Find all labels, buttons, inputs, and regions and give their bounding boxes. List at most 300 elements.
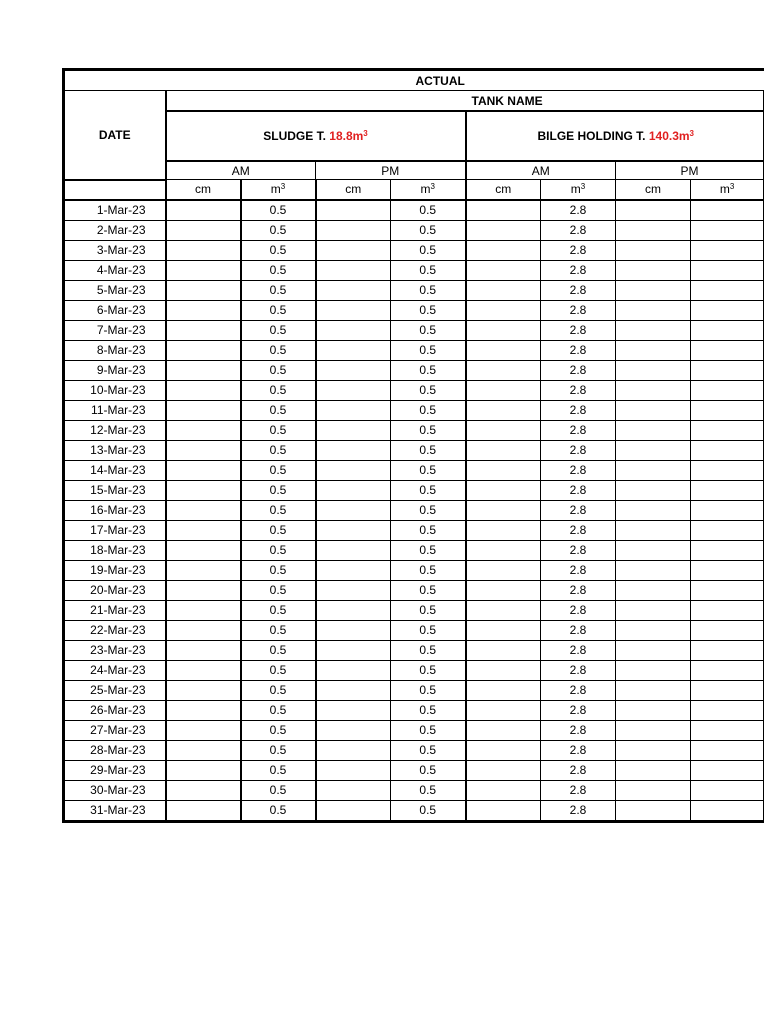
sludge-am-cm-cell[interactable] — [166, 340, 241, 360]
sludge-am-cm-cell[interactable] — [166, 280, 241, 300]
date-cell: 11-Mar-23 — [64, 400, 166, 420]
sludge-am-m3-cell: 0.5 — [241, 480, 316, 500]
sludge-am-m3-cell: 0.5 — [241, 420, 316, 440]
bilge-am-m3-cell: 2.8 — [541, 400, 616, 420]
table-row — [64, 640, 764, 660]
bilge-pm-cm-cell[interactable] — [616, 780, 691, 800]
bilge-am-cm-cell[interactable] — [466, 340, 541, 360]
bilge-pm-m3-cell[interactable] — [691, 720, 764, 740]
date-cell: 28-Mar-23 — [64, 740, 166, 760]
bilge-am-cm-cell[interactable] — [466, 400, 541, 420]
sludge-am-m3-cell: 0.5 — [241, 680, 316, 700]
sludge-pm-cm-cell[interactable] — [316, 480, 391, 500]
table-row — [64, 260, 764, 280]
sludge-pm-m3-cell: 0.5 — [391, 780, 466, 800]
table-row — [64, 440, 764, 460]
bilge-pm-m3-cell[interactable] — [691, 340, 764, 360]
bilge-pm-m3-cell[interactable] — [691, 580, 764, 600]
unit-m3: $m^3$ — [541, 180, 616, 200]
table-row — [64, 360, 764, 380]
sludge-am-m3-cell: 0.5 — [241, 520, 316, 540]
bilge-pm-cm-cell[interactable] — [616, 240, 691, 260]
bilge-pm-cm-cell[interactable] — [616, 600, 691, 620]
sludge-pm-cm-cell[interactable] — [316, 800, 391, 821]
bilge-pm-m3-cell[interactable] — [691, 300, 764, 320]
sludge-pm-m3-cell: 0.5 — [391, 340, 466, 360]
table-row — [64, 320, 764, 340]
sludge-am-m3-cell: 0.5 — [241, 720, 316, 740]
unit-m3: $m^3$ — [241, 180, 316, 200]
table-row — [64, 240, 764, 260]
sludge-pm-cm-cell[interactable] — [316, 580, 391, 600]
table-row — [64, 380, 764, 400]
actual-title: ACTUAL — [166, 70, 764, 91]
bilge-pm-m3-cell[interactable] — [691, 420, 764, 440]
table-row — [64, 780, 764, 800]
sludge-am-cm-cell[interactable] — [166, 480, 241, 500]
bilge-am-m3-cell: 2.8 — [541, 700, 616, 720]
table-row — [64, 540, 764, 560]
sludge-am-cm-cell[interactable] — [166, 720, 241, 740]
date-cell: 4-Mar-23 — [64, 260, 166, 280]
bilge-am-m3-cell: 2.8 — [541, 460, 616, 480]
bilge-pm-cm-cell[interactable] — [616, 680, 691, 700]
table-row — [64, 620, 764, 640]
sludge-am-m3-cell: 0.5 — [241, 220, 316, 240]
sludge-pm-cm-cell[interactable] — [316, 620, 391, 640]
sludge-am-m3-cell: 0.5 — [241, 320, 316, 340]
bilge-am-cm-cell[interactable] — [466, 620, 541, 640]
sludge-am-cm-cell[interactable] — [166, 600, 241, 620]
bilge-am-m3-cell: 2.8 — [541, 420, 616, 440]
sludge-am-cm-cell[interactable] — [166, 800, 241, 821]
bilge-am-m3-cell: 2.8 — [541, 680, 616, 700]
date-cell: 19-Mar-23 — [64, 560, 166, 580]
sludge-pm-m3-cell: 0.5 — [391, 320, 466, 340]
bilge-am-m3-cell: 2.8 — [541, 360, 616, 380]
bilge-pm-m3-cell[interactable] — [691, 540, 764, 560]
sludge-tank-header — [166, 111, 466, 161]
bilge-am-cm-cell[interactable] — [466, 740, 541, 760]
sludge-am-m3-cell: 0.5 — [241, 400, 316, 420]
sludge-am-cm-cell[interactable] — [166, 220, 241, 240]
sludge-pm-m3-cell: 0.5 — [391, 720, 466, 740]
unit-cm: cm — [616, 180, 691, 200]
bilge-am-cm-cell[interactable] — [466, 660, 541, 680]
date-cell: 5-Mar-23 — [64, 280, 166, 300]
bilge-am-cm-cell[interactable] — [466, 800, 541, 821]
table-row — [64, 400, 764, 420]
table-row — [64, 420, 764, 440]
bilge-am-cm-cell[interactable] — [466, 560, 541, 580]
sludge-am-cm-cell[interactable] — [166, 520, 241, 540]
date-cell: 25-Mar-23 — [64, 680, 166, 700]
sludge-am-cm-cell[interactable] — [166, 640, 241, 660]
sludge-pm-m3-cell: 0.5 — [391, 260, 466, 280]
bilge-pm-cm-cell[interactable] — [616, 220, 691, 240]
bilge-am-cm-cell[interactable] — [466, 640, 541, 660]
bilge-pm-cm-cell[interactable] — [616, 520, 691, 540]
sludge-pm-m3-cell: 0.5 — [391, 800, 466, 821]
date-cell: 31-Mar-23 — [64, 800, 166, 821]
sludge-pm-cm-cell[interactable] — [316, 760, 391, 780]
bilge-pm-cm-cell[interactable] — [616, 800, 691, 821]
sludge-pm-m3-cell: 0.5 — [391, 280, 466, 300]
bilge-am-cm-cell[interactable] — [466, 220, 541, 240]
bilge-am-m3-cell: 2.8 — [541, 560, 616, 580]
sludge-pm-cm-cell[interactable] — [316, 700, 391, 720]
sludge-am-cm-cell[interactable] — [166, 620, 241, 640]
bilge-pm-m3-cell[interactable] — [691, 800, 764, 821]
bilge-am-cm-cell[interactable] — [466, 520, 541, 540]
sludge-pm-m3-cell: 0.5 — [391, 480, 466, 500]
title-spacer — [64, 70, 166, 91]
bilge-pm-m3-cell[interactable] — [691, 220, 764, 240]
bilge-am-cm-cell[interactable] — [466, 680, 541, 700]
bilge-am-cm-cell[interactable] — [466, 500, 541, 520]
sludge-pm-cm-cell[interactable] — [316, 600, 391, 620]
unit-m3: $m^3$ — [691, 180, 764, 200]
table-row — [64, 460, 764, 480]
bilge-am-cm-cell[interactable] — [466, 380, 541, 400]
sludge-pm-cm-cell[interactable] — [316, 400, 391, 420]
date-cell: 29-Mar-23 — [64, 760, 166, 780]
sludge-am-cm-cell[interactable] — [166, 300, 241, 320]
bilge-am-cm-cell[interactable] — [466, 360, 541, 380]
table-row — [64, 800, 764, 821]
bilge-pm-cm-cell[interactable] — [616, 460, 691, 480]
table-row — [64, 760, 764, 780]
sludge-am-m3-cell: 0.5 — [241, 340, 316, 360]
sludge-pm-m3-cell: 0.5 — [391, 520, 466, 540]
bilge-am-m3-cell: 2.8 — [541, 200, 616, 221]
bilge-am-m3-cell: 2.8 — [541, 740, 616, 760]
sludge-am-m3-cell: 0.5 — [241, 700, 316, 720]
bilge-am-m3-cell: 2.8 — [541, 240, 616, 260]
bilge-am-cm-cell[interactable] — [466, 260, 541, 280]
sludge-pm-cm-cell[interactable] — [316, 240, 391, 260]
bilge-am-m3-cell: 2.8 — [541, 780, 616, 800]
sludge-am-m3-cell: 0.5 — [241, 580, 316, 600]
sludge-am-cm-cell[interactable] — [166, 200, 241, 221]
sludge-am-cm-cell[interactable] — [166, 500, 241, 520]
bilge-pm-m3-cell[interactable] — [691, 740, 764, 760]
bilge-am-m3-cell: 2.8 — [541, 640, 616, 660]
sludge-pm-m3-cell: 0.5 — [391, 740, 466, 760]
sludge-pm-m3-cell: 0.5 — [391, 460, 466, 480]
sludge-pm-m3-cell: 0.5 — [391, 660, 466, 680]
sludge-pm-m3-cell: 0.5 — [391, 540, 466, 560]
sludge-pm-m3-cell: 0.5 — [391, 420, 466, 440]
date-cell: 30-Mar-23 — [64, 780, 166, 800]
unit-cm: cm — [316, 180, 391, 200]
date-cell: 22-Mar-23 — [64, 620, 166, 640]
bilge-am-cm-cell[interactable] — [466, 760, 541, 780]
bilge-tank-name: BILGE HOLDING T. — [537, 129, 646, 143]
bilge-pm-m3-cell[interactable] — [691, 500, 764, 520]
sludge-am-cm-cell[interactable] — [166, 260, 241, 280]
bilge-pm-cm-cell[interactable] — [616, 620, 691, 640]
table-row — [64, 480, 764, 500]
sludge-am-m3-cell: 0.5 — [241, 360, 316, 380]
sludge-am-cm-cell[interactable] — [166, 380, 241, 400]
bilge-am-cm-cell[interactable] — [466, 720, 541, 740]
sludge-pm-m3-cell: 0.5 — [391, 300, 466, 320]
table-row — [64, 520, 764, 540]
bilge-am-cm-cell[interactable] — [466, 780, 541, 800]
bilge-am-m3-cell: 2.8 — [541, 320, 616, 340]
bilge-am-m3-cell: 2.8 — [541, 660, 616, 680]
bilge-pm-m3-cell[interactable] — [691, 280, 764, 300]
date-cell: 18-Mar-23 — [64, 540, 166, 560]
sludge-am-m3-cell: 0.5 — [241, 240, 316, 260]
bilge-pm-m3-cell[interactable] — [691, 200, 764, 221]
sludge-am-cm-cell[interactable] — [166, 360, 241, 380]
bilge-pm-cm-cell[interactable] — [616, 320, 691, 340]
sludge-pm-m3-cell: 0.5 — [391, 640, 466, 660]
sludge-pm-m3-cell: 0.5 — [391, 360, 466, 380]
date-cell: 24-Mar-23 — [64, 660, 166, 680]
bilge-am-m3-cell: 2.8 — [541, 620, 616, 640]
sludge-am-m3-cell: 0.5 — [241, 300, 316, 320]
bilge-pm-m3-cell[interactable] — [691, 640, 764, 660]
sludge-am-cm-cell[interactable] — [166, 240, 241, 260]
bilge-pm-cm-cell[interactable] — [616, 360, 691, 380]
bilge-pm-cm-cell[interactable] — [616, 300, 691, 320]
bilge-pm-m3-cell[interactable] — [691, 560, 764, 580]
bilge-pm-m3-cell[interactable] — [691, 660, 764, 680]
sludge-pm-m3-cell: 0.5 — [391, 560, 466, 580]
sludge-am-cm-cell[interactable] — [166, 560, 241, 580]
bilge-am-header: AM — [466, 161, 616, 180]
sludge-pm-cm-cell[interactable] — [316, 680, 391, 700]
bilge-am-cm-cell[interactable] — [466, 460, 541, 480]
bilge-am-cm-cell[interactable] — [466, 300, 541, 320]
sludge-am-cm-cell[interactable] — [166, 780, 241, 800]
sludge-pm-m3-cell: 0.5 — [391, 600, 466, 620]
bilge-pm-cm-cell[interactable] — [616, 200, 691, 221]
bilge-pm-cm-cell[interactable] — [616, 720, 691, 740]
sludge-pm-cm-cell[interactable] — [316, 300, 391, 320]
bilge-am-cm-cell[interactable] — [466, 600, 541, 620]
sludge-am-cm-cell[interactable] — [166, 540, 241, 560]
date-cell: 27-Mar-23 — [64, 720, 166, 740]
bilge-pm-cm-cell[interactable] — [616, 480, 691, 500]
sludge-am-cm-cell[interactable] — [166, 700, 241, 720]
bilge-pm-m3-cell[interactable] — [691, 360, 764, 380]
bilge-am-m3-cell: 2.8 — [541, 760, 616, 780]
table-row — [64, 340, 764, 360]
date-cell: 13-Mar-23 — [64, 440, 166, 460]
sludge-pm-m3-cell: 0.5 — [391, 240, 466, 260]
sludge-pm-m3-cell: 0.5 — [391, 400, 466, 420]
bilge-pm-m3-cell[interactable] — [691, 620, 764, 640]
date-cell: 9-Mar-23 — [64, 360, 166, 380]
sludge-pm-m3-cell: 0.5 — [391, 580, 466, 600]
date-unit-cell — [64, 180, 166, 200]
sludge-pm-cm-cell[interactable] — [316, 540, 391, 560]
bilge-am-cm-cell[interactable] — [466, 200, 541, 221]
bilge-pm-cm-cell[interactable] — [616, 760, 691, 780]
sludge-pm-cm-cell[interactable] — [316, 740, 391, 760]
sludge-pm-cm-cell[interactable] — [316, 200, 391, 221]
date-cell: 15-Mar-23 — [64, 480, 166, 500]
date-cell: 3-Mar-23 — [64, 240, 166, 260]
bilge-am-m3-cell: 2.8 — [541, 480, 616, 500]
sludge-pm-cm-cell[interactable] — [316, 460, 391, 480]
unit-cm: cm — [466, 180, 541, 200]
sludge-am-m3-cell: 0.5 — [241, 600, 316, 620]
bilge-pm-header: PM — [616, 161, 764, 180]
bilge-pm-cm-cell[interactable] — [616, 420, 691, 440]
sludge-am-m3-cell: 0.5 — [241, 200, 316, 221]
bilge-pm-cm-cell[interactable] — [616, 400, 691, 420]
sludge-pm-cm-cell[interactable] — [316, 560, 391, 580]
bilge-am-cm-cell[interactable] — [466, 440, 541, 460]
sludge-pm-cm-cell[interactable] — [316, 420, 391, 440]
bilge-pm-m3-cell[interactable] — [691, 780, 764, 800]
date-cell: 10-Mar-23 — [64, 380, 166, 400]
sludge-am-cm-cell[interactable] — [166, 320, 241, 340]
bilge-pm-cm-cell[interactable] — [616, 340, 691, 360]
sludge-am-m3-cell: 0.5 — [241, 660, 316, 680]
sludge-pm-cm-cell[interactable] — [316, 320, 391, 340]
bilge-am-m3-cell: 2.8 — [541, 380, 616, 400]
sludge-pm-cm-cell[interactable] — [316, 520, 391, 540]
date-cell: 26-Mar-23 — [64, 700, 166, 720]
bilge-pm-cm-cell[interactable] — [616, 540, 691, 560]
table-row — [64, 660, 764, 680]
sludge-pm-cm-cell[interactable] — [316, 720, 391, 740]
table-row — [64, 600, 764, 620]
sludge-pm-header: PM — [316, 161, 466, 180]
tank-table — [62, 68, 764, 823]
bilge-pm-m3-cell[interactable] — [691, 600, 764, 620]
bilge-pm-m3-cell[interactable] — [691, 380, 764, 400]
table-row — [64, 220, 764, 240]
sludge-pm-cm-cell[interactable] — [316, 260, 391, 280]
sludge-am-cm-cell[interactable] — [166, 740, 241, 760]
bilge-pm-m3-cell[interactable] — [691, 400, 764, 420]
bilge-pm-cm-cell[interactable] — [616, 500, 691, 520]
bilge-am-m3-cell: 2.8 — [541, 800, 616, 821]
sludge-tank-capacity: $18.8m^3$ — [329, 129, 368, 143]
sludge-am-m3-cell: 0.5 — [241, 800, 316, 821]
sludge-pm-cm-cell[interactable] — [316, 780, 391, 800]
bilge-am-m3-cell: 2.8 — [541, 340, 616, 360]
bilge-am-cm-cell[interactable] — [466, 320, 541, 340]
bilge-pm-cm-cell[interactable] — [616, 380, 691, 400]
bilge-am-cm-cell[interactable] — [466, 580, 541, 600]
sludge-am-m3-cell: 0.5 — [241, 260, 316, 280]
sludge-am-cm-cell[interactable] — [166, 420, 241, 440]
bilge-pm-m3-cell[interactable] — [691, 520, 764, 540]
bilge-pm-m3-cell[interactable] — [691, 760, 764, 780]
table-row — [64, 200, 764, 221]
table-row — [64, 740, 764, 760]
sludge-am-cm-cell[interactable] — [166, 440, 241, 460]
bilge-pm-cm-cell[interactable] — [616, 740, 691, 760]
sludge-pm-cm-cell[interactable] — [316, 440, 391, 460]
sludge-pm-cm-cell[interactable] — [316, 500, 391, 520]
sludge-am-cm-cell[interactable] — [166, 660, 241, 680]
table-row — [64, 700, 764, 720]
table-row — [64, 280, 764, 300]
bilge-am-m3-cell: 2.8 — [541, 220, 616, 240]
date-cell: 12-Mar-23 — [64, 420, 166, 440]
sludge-am-m3-cell: 0.5 — [241, 440, 316, 460]
bilge-pm-m3-cell[interactable] — [691, 480, 764, 500]
bilge-am-m3-cell: 2.8 — [541, 600, 616, 620]
bilge-pm-m3-cell[interactable] — [691, 260, 764, 280]
tank-name-header: TANK NAME — [166, 91, 764, 112]
bilge-pm-m3-cell[interactable] — [691, 320, 764, 340]
sludge-am-m3-cell: 0.5 — [241, 280, 316, 300]
table-row — [64, 680, 764, 700]
sludge-tank-name: SLUDGE T. — [263, 129, 326, 143]
bilge-pm-m3-cell[interactable] — [691, 460, 764, 480]
sludge-am-cm-cell[interactable] — [166, 460, 241, 480]
bilge-pm-cm-cell[interactable] — [616, 440, 691, 460]
bilge-pm-m3-cell[interactable] — [691, 700, 764, 720]
sludge-pm-m3-cell: 0.5 — [391, 380, 466, 400]
date-cell: 7-Mar-23 — [64, 320, 166, 340]
bilge-pm-cm-cell[interactable] — [616, 640, 691, 660]
date-cell: 21-Mar-23 — [64, 600, 166, 620]
sludge-pm-m3-cell: 0.5 — [391, 440, 466, 460]
sludge-pm-cm-cell[interactable] — [316, 660, 391, 680]
bilge-pm-cm-cell[interactable] — [616, 560, 691, 580]
bilge-pm-cm-cell[interactable] — [616, 700, 691, 720]
sludge-pm-cm-cell[interactable] — [316, 360, 391, 380]
bilge-pm-cm-cell[interactable] — [616, 660, 691, 680]
bilge-am-cm-cell[interactable] — [466, 280, 541, 300]
sludge-am-cm-cell[interactable] — [166, 580, 241, 600]
sludge-am-m3-cell: 0.5 — [241, 760, 316, 780]
sludge-am-cm-cell[interactable] — [166, 760, 241, 780]
sludge-am-m3-cell: 0.5 — [241, 500, 316, 520]
sludge-pm-m3-cell: 0.5 — [391, 220, 466, 240]
sludge-pm-cm-cell[interactable] — [316, 280, 391, 300]
sludge-am-cm-cell[interactable] — [166, 680, 241, 700]
sludge-pm-cm-cell[interactable] — [316, 220, 391, 240]
bilge-am-m3-cell: 2.8 — [541, 300, 616, 320]
bilge-am-cm-cell[interactable] — [466, 700, 541, 720]
bilge-am-cm-cell[interactable] — [466, 240, 541, 260]
sludge-pm-cm-cell[interactable] — [316, 340, 391, 360]
bilge-tank-header — [466, 111, 764, 161]
unit-cm: cm — [166, 180, 241, 200]
bilge-pm-m3-cell[interactable] — [691, 240, 764, 260]
bilge-am-cm-cell[interactable] — [466, 420, 541, 440]
sludge-am-cm-cell[interactable] — [166, 400, 241, 420]
bilge-pm-cm-cell[interactable] — [616, 260, 691, 280]
bilge-am-cm-cell[interactable] — [466, 480, 541, 500]
sludge-pm-m3-cell: 0.5 — [391, 200, 466, 221]
bilge-pm-m3-cell[interactable] — [691, 680, 764, 700]
sludge-am-m3-cell: 0.5 — [241, 460, 316, 480]
sludge-pm-cm-cell[interactable] — [316, 640, 391, 660]
sludge-pm-cm-cell[interactable] — [316, 380, 391, 400]
bilge-pm-cm-cell[interactable] — [616, 580, 691, 600]
sludge-pm-m3-cell: 0.5 — [391, 680, 466, 700]
bilge-am-m3-cell: 2.8 — [541, 500, 616, 520]
bilge-am-m3-cell: 2.8 — [541, 580, 616, 600]
bilge-pm-m3-cell[interactable] — [691, 440, 764, 460]
sludge-am-m3-cell: 0.5 — [241, 540, 316, 560]
bilge-pm-cm-cell[interactable] — [616, 280, 691, 300]
bilge-am-cm-cell[interactable] — [466, 540, 541, 560]
